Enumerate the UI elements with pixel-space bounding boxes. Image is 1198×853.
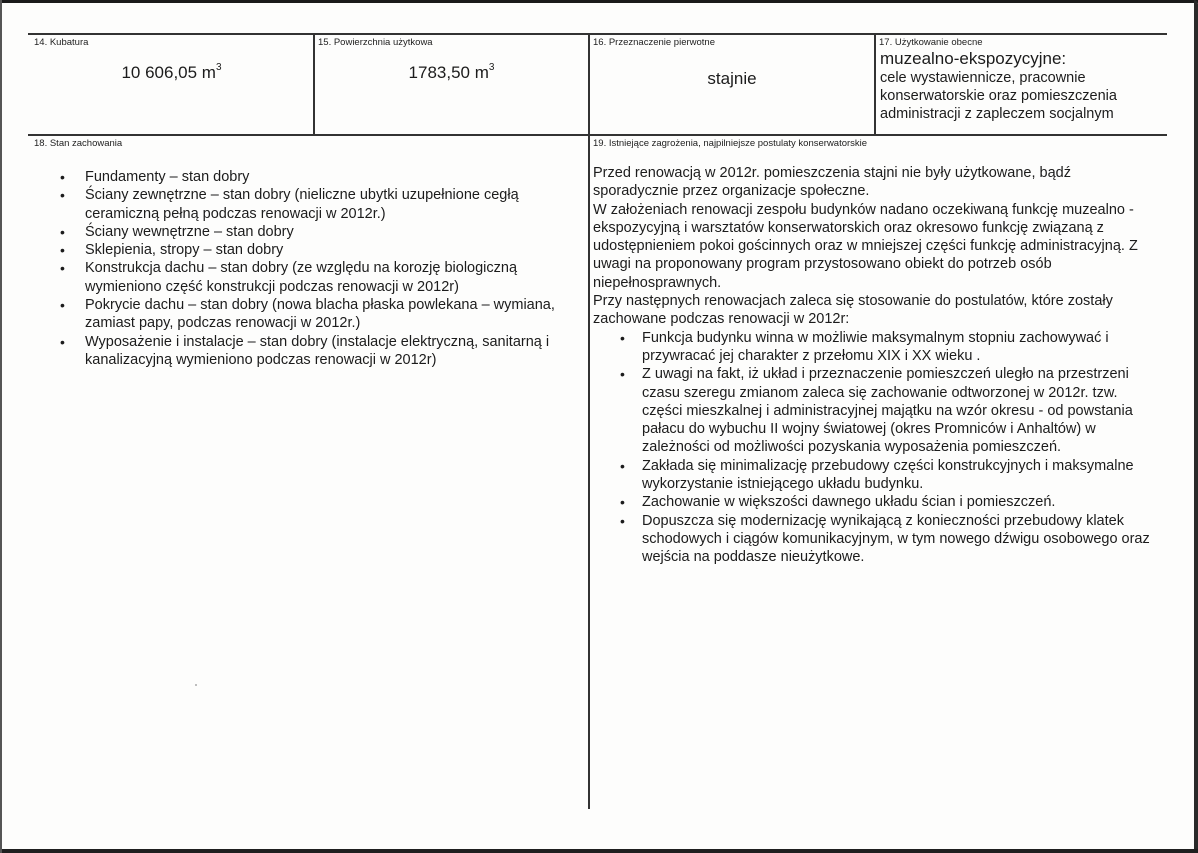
list-item: • Fundamenty – stan dobry bbox=[60, 168, 580, 186]
field-value bbox=[315, 62, 588, 83]
field-label: 18. Stan zachowania bbox=[34, 138, 123, 149]
column-divider-main bbox=[588, 33, 590, 809]
usage-line: konserwatorskie oraz pomieszczenia bbox=[880, 88, 1117, 105]
table-top-rule bbox=[28, 33, 1167, 35]
condition-list bbox=[60, 168, 580, 369]
field-label: 19. Istniejące zagrożenia, najpilniejsze postulaty konserwatorskie bbox=[593, 138, 868, 149]
usage-description bbox=[880, 49, 1170, 124]
field-value: stajnie bbox=[707, 69, 757, 88]
field-label: 16. Przeznaczenie pierwotne bbox=[593, 37, 715, 48]
scan-edge-right bbox=[1194, 0, 1198, 853]
list-item: • Ściany zewnętrzne – stan dobry (nieliczne ubytki uzupełnione cegłą ceramiczną pełną podczas renowacji w 2012r.) bbox=[60, 186, 580, 223]
area-value: 1783,50 m bbox=[408, 63, 489, 82]
column-divider-14-15 bbox=[313, 33, 315, 135]
table-row-divider bbox=[28, 134, 1167, 136]
field-label: 17. Użytkowanie obecne bbox=[879, 37, 983, 48]
field-label: 14. Kubatura bbox=[34, 37, 89, 48]
scan-edge-left bbox=[0, 0, 2, 853]
list-item: • Funkcja budynku winna w możliwie maksymalnym stopniu zachowywać i przywracać jej charakter z przełomu XIX i XX wieku . bbox=[620, 329, 1153, 366]
unit-superscript: 3 bbox=[488, 62, 495, 73]
list-item: • Zakłada się minimalizację przebudowy części konstrukcyjnych i maksymalne wykorzystanie istniejącego układu budynku. bbox=[620, 457, 1153, 494]
unit-superscript: 3 bbox=[215, 62, 222, 73]
paragraph: Przy następnych renowacjach zaleca się stosowanie do postulatów, które zostały zachowane podczas renowacji w 2012r: bbox=[593, 293, 1113, 328]
field-label: 15. Powierzchnia użytkowa bbox=[318, 37, 433, 48]
scan-speck bbox=[195, 684, 197, 686]
volume-value: 10 606,05 m bbox=[121, 63, 216, 82]
field-value bbox=[30, 62, 313, 83]
list-item: • Konstrukcja dachu – stan dobry (ze względu na korozję biologiczną wymieniono część konstrukcji podczas renowacji w 2012r) bbox=[60, 259, 580, 296]
usage-line: cele wystawiennicze, pracownie bbox=[880, 70, 1086, 86]
paragraph: Przed renowacją w 2012r. pomieszczenia stajni nie były użytkowane, bądź sporadycznie przez organizacje społeczne. bbox=[593, 165, 1071, 200]
list-item: • Dopuszcza się modernizację wynikającą z konieczności przebudowy klatek schodowych i ciągów komunikacyjnym, w tym nowego dźwigu osobowego oraz wejścia na poddasze nieużytkowe. bbox=[620, 512, 1153, 567]
usage-heading: muzealno-ekspozycyjne: bbox=[880, 49, 1067, 68]
list-item: • Ściany wewnętrzne – stan dobry bbox=[60, 223, 580, 241]
paragraph: W założeniach renowacji zespołu budynków nadano oczekiwaną funkcję muzealno - ekspozycyjną i warsztatów konserwatorskich oraz okresowo funkcję związaną z udostępnieniem pokoi gościnnych oraz w mniejszej części funkcję administracyjną. Z uwagi na proponowany program przystosowano obiekt do potrzeb osób niepełnosprawnych. bbox=[593, 201, 1138, 291]
threats-content bbox=[593, 164, 1153, 567]
list-item: • Zachowanie w większości dawnego układu ścian i pomieszczeń. bbox=[620, 493, 1153, 511]
list-item: • Z uwagi na fakt, iż układ i przeznaczenie pomieszczeń uległo na przestrzeni czasu szeregu zmianom zaleca się zachowanie odtworzonej w 2012r. tzw. części mieszkalnej i administracyjnej majątku na wzór okresu - od powstania pałacu do wybuchu II wojny światowej (okres Promniców i Anhaltów) w zależności od możliwości pozyskania wyposażenia pomieszczeń. bbox=[620, 365, 1153, 456]
column-divider-16-17 bbox=[874, 33, 876, 135]
scan-edge-top bbox=[0, 0, 1198, 3]
usage-line: administracji z zapleczem socjalnym bbox=[880, 106, 1114, 123]
postulates-list bbox=[620, 329, 1153, 567]
list-item: • Wyposażenie i instalacje – stan dobry (instalacje elektryczną, sanitarną i kanalizacyjną wymieniono podczas renowacji w 2012r) bbox=[60, 333, 580, 370]
list-item: • Sklepienia, stropy – stan dobry bbox=[60, 241, 580, 259]
list-item: • Pokrycie dachu – stan dobry (nowa blacha płaska powlekana – wymiana, zamiast papy, podczas renowacji w 2012r.) bbox=[60, 296, 580, 333]
scan-edge-bottom bbox=[0, 849, 1198, 853]
